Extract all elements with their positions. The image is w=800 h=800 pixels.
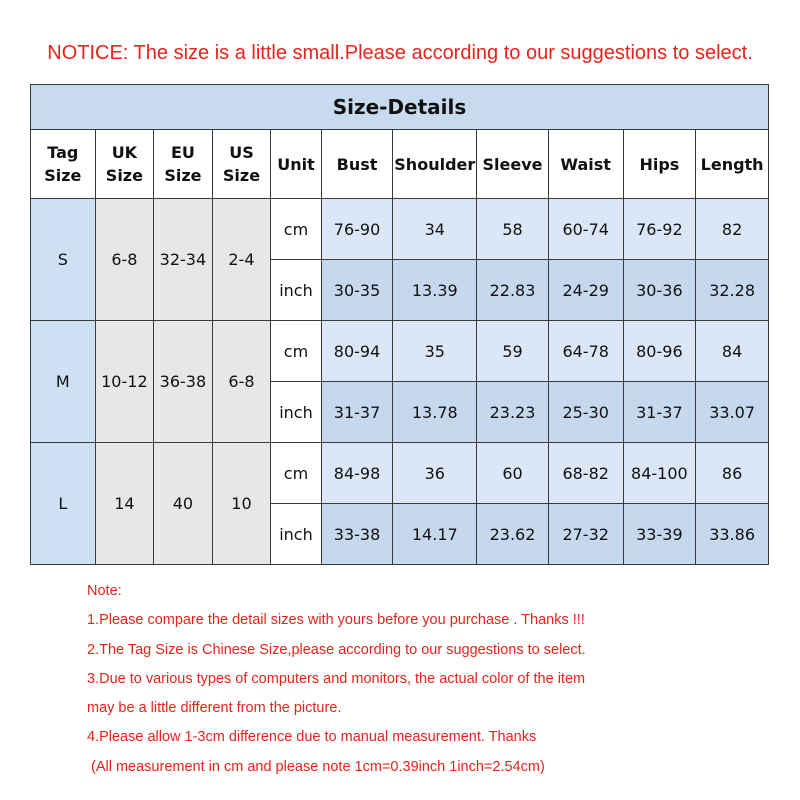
unit-cell: cm (271, 321, 321, 382)
uk-size-cell: 10-12 (95, 321, 154, 443)
header-sleeve: Sleeve (477, 130, 549, 199)
header-us-size: US Size (212, 130, 271, 199)
us-size-cell: 2-4 (212, 199, 271, 321)
waist-cell: 64-78 (548, 321, 623, 382)
unit-cell: cm (271, 443, 321, 504)
eu-size-cell: 36-38 (154, 321, 213, 443)
note-line-1: 1.Please compare the detail sizes with yours before you purchase . Thanks !!! (87, 612, 585, 629)
sleeve-cell: 60 (477, 443, 549, 504)
length-cell: 82 (696, 199, 769, 260)
table-row (31, 443, 769, 504)
bust-cell: 76-90 (321, 199, 393, 260)
header-unit: Unit (271, 130, 321, 199)
waist-cell: 27-32 (548, 504, 623, 565)
header-length: Length (696, 130, 769, 199)
hips-cell: 76-92 (623, 199, 696, 260)
hips-cell: 30-36 (623, 260, 696, 321)
eu-size-cell: 32-34 (154, 199, 213, 321)
notice-banner: NOTICE: The size is a little small.Please according to our suggestions to select. (47, 42, 753, 64)
length-cell: 84 (696, 321, 769, 382)
eu-size-cell: 40 (154, 443, 213, 565)
waist-cell: 24-29 (548, 260, 623, 321)
bust-cell: 30-35 (321, 260, 393, 321)
header-row (31, 130, 769, 199)
note-heading: Note: (87, 583, 122, 599)
hips-cell: 80-96 (623, 321, 696, 382)
sleeve-cell: 58 (477, 199, 549, 260)
bust-cell: 33-38 (321, 504, 393, 565)
shoulder-cell: 35 (393, 321, 477, 382)
header-hips: Hips (623, 130, 696, 199)
header-waist: Waist (548, 130, 623, 199)
note-line-4: 4.Please allow 1-3cm difference due to manual measurement. Thanks (87, 729, 537, 746)
waist-cell: 60-74 (548, 199, 623, 260)
waist-cell: 68-82 (548, 443, 623, 504)
hips-cell: 31-37 (623, 382, 696, 443)
size-details-table (30, 84, 769, 565)
shoulder-cell: 13.39 (393, 260, 477, 321)
sleeve-cell: 59 (477, 321, 549, 382)
header-bust: Bust (321, 130, 393, 199)
hips-cell: 84-100 (623, 443, 696, 504)
uk-size-cell: 14 (95, 443, 154, 565)
sleeve-cell: 23.62 (477, 504, 549, 565)
us-size-cell: 6-8 (212, 321, 271, 443)
note-line-3: 3.Due to various types of computers and monitors, the actual color of the item (87, 670, 586, 687)
header-uk-size: UK Size (95, 130, 154, 199)
table-row (31, 199, 769, 260)
bust-cell: 31-37 (321, 382, 393, 443)
note-measurement-conversion: (All measurement in cm and please note 1cm=0.39inch 1inch=2.54cm) (91, 758, 545, 775)
sleeve-cell: 22.83 (477, 260, 549, 321)
shoulder-cell: 34 (393, 199, 477, 260)
bust-cell: 80-94 (321, 321, 393, 382)
note-line-3-continued: may be a little different from the picture. (87, 700, 342, 717)
shoulder-cell: 13.78 (393, 382, 477, 443)
header-shoulder: Shoulder (393, 130, 477, 199)
us-size-cell: 10 (212, 443, 271, 565)
unit-cell: inch (271, 382, 321, 443)
note-line-2: 2.The Tag Size is Chinese Size,please according to our suggestions to select. (87, 641, 586, 658)
tag-size-cell: S (31, 199, 96, 321)
notes-block (87, 582, 586, 787)
header-eu-size: EU Size (154, 130, 213, 199)
table-title: Size-Details (31, 85, 769, 130)
header-tag-size: Tag Size (31, 130, 96, 199)
length-cell: 86 (696, 443, 769, 504)
length-cell: 33.07 (696, 382, 769, 443)
uk-size-cell: 6-8 (95, 199, 154, 321)
unit-cell: inch (271, 260, 321, 321)
bust-cell: 84-98 (321, 443, 393, 504)
shoulder-cell: 14.17 (393, 504, 477, 565)
tag-size-cell: M (31, 321, 96, 443)
table-row (31, 321, 769, 382)
tag-size-cell: L (31, 443, 96, 565)
hips-cell: 33-39 (623, 504, 696, 565)
unit-cell: inch (271, 504, 321, 565)
unit-cell: cm (271, 199, 321, 260)
length-cell: 33.86 (696, 504, 769, 565)
waist-cell: 25-30 (548, 382, 623, 443)
shoulder-cell: 36 (393, 443, 477, 504)
sleeve-cell: 23.23 (477, 382, 549, 443)
length-cell: 32.28 (696, 260, 769, 321)
